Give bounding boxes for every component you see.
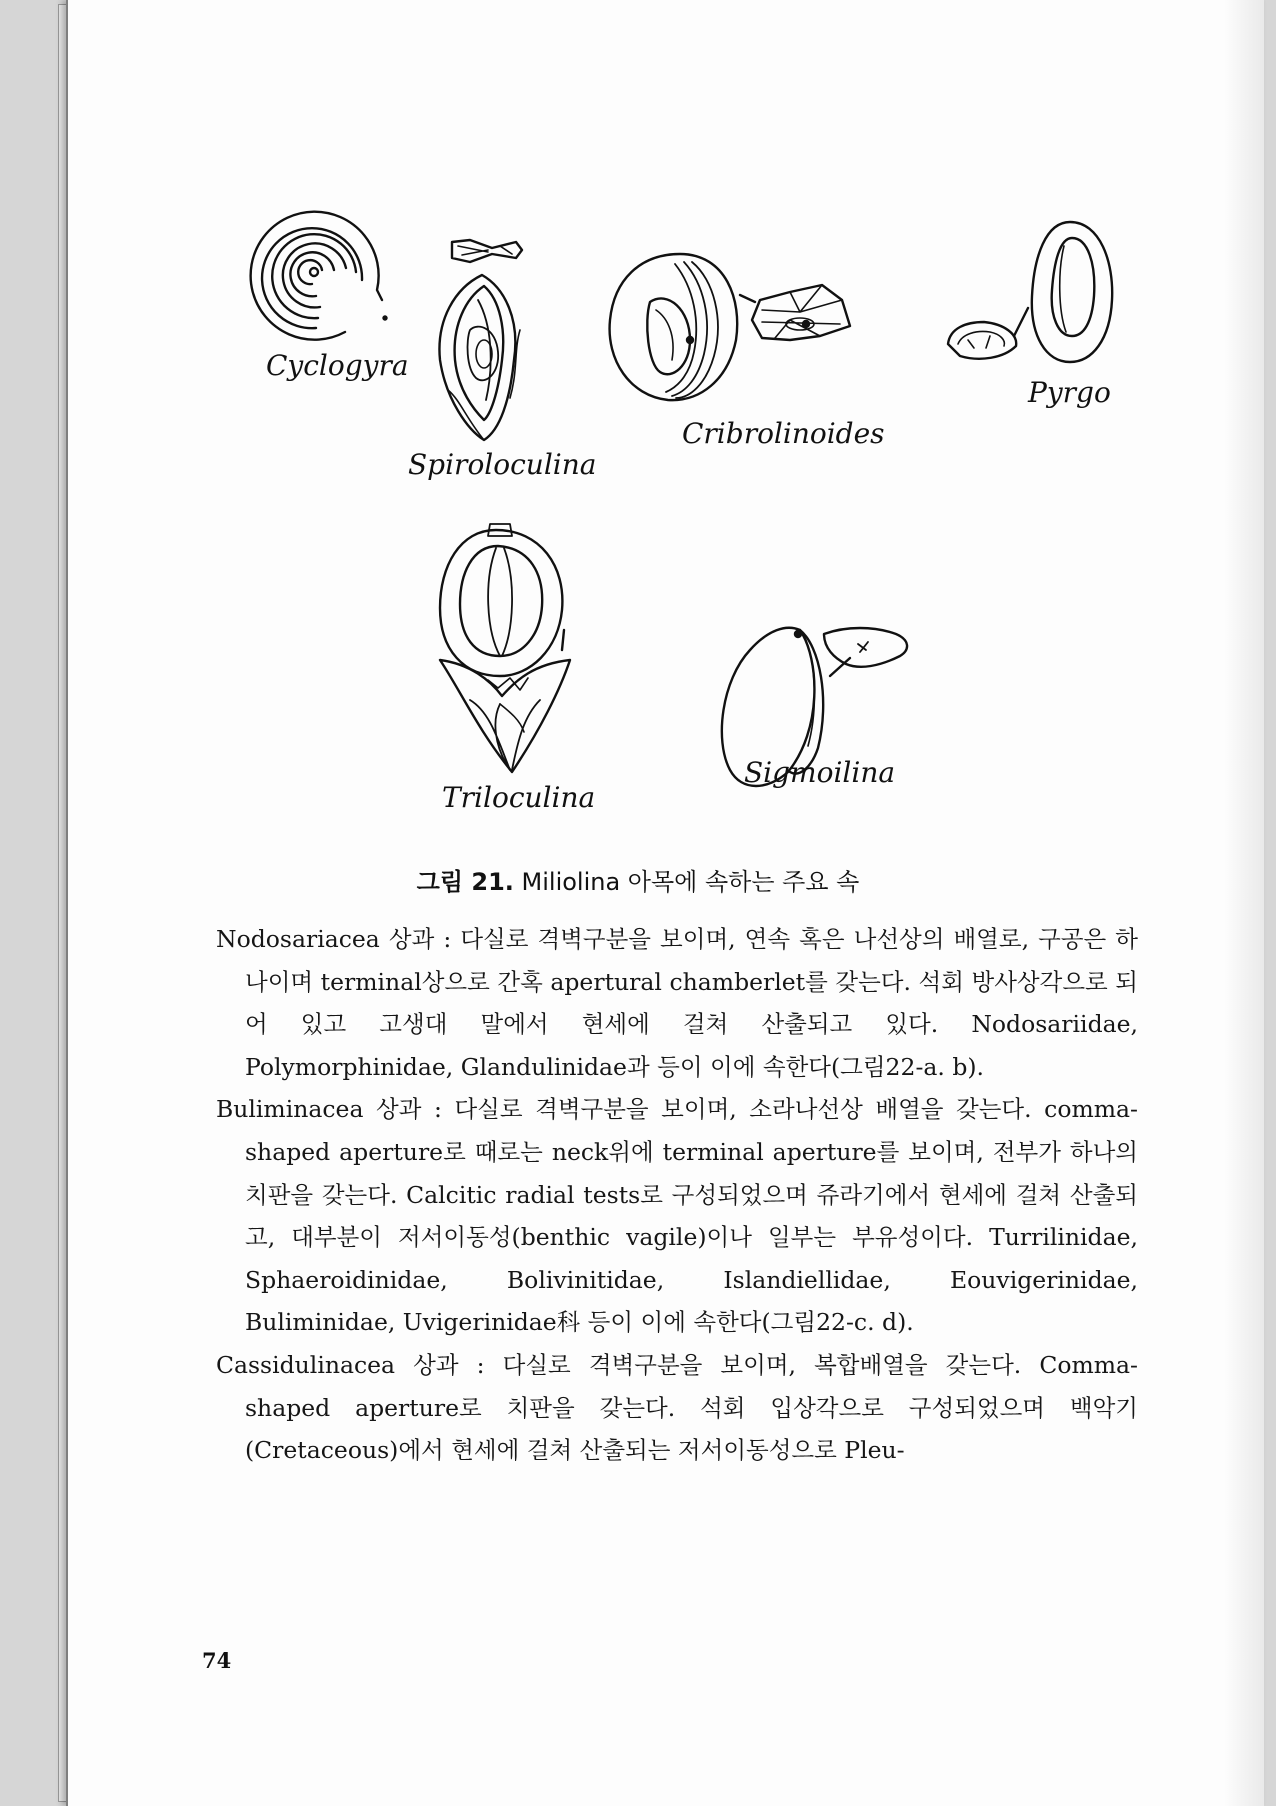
figure-caption-number: 그림 21. <box>416 868 514 896</box>
entry-buliminacea <box>216 1088 1138 1344</box>
entry-term: Nodosariacea <box>216 925 380 953</box>
body-text <box>216 918 1138 1472</box>
label-cyclogyra: Cyclogyra <box>266 349 409 382</box>
cyclogyra-drawing <box>251 212 387 340</box>
page-number: 74 <box>202 1648 232 1673</box>
entry-term: Cassidulinacea <box>216 1350 396 1379</box>
label-cribrolinoides: Cribrolinoides <box>682 417 885 450</box>
triloculina-drawing <box>440 524 570 772</box>
entry-nodosariacea <box>216 918 1138 1088</box>
label-spiroloculina: Spiroloculina <box>408 448 597 481</box>
cribrolinoides-drawing <box>610 254 850 400</box>
entry-cassidulinacea <box>216 1344 1138 1472</box>
entry-text: 상과 : 다실로 격벽구분을 보이며, 복합배열을 갖는다. Comma-shaped aperture로 치판을 갖는다. 석회 입상각으로 구성되었으며 백악기(Cretaceous)에서 현세에 걸쳐 산출되는 저서이동성으로 Pleu- <box>245 1350 1138 1465</box>
foraminifera-figure <box>0 0 1276 820</box>
entry-term: Buliminacea <box>216 1095 364 1124</box>
figure-caption <box>0 862 1276 897</box>
pyrgo-drawing <box>948 222 1112 362</box>
spiroloculina-drawing <box>439 240 522 440</box>
entry-text: 상과 : 다실로 격벽구분을 보이며, 소라나선상 배열을 갖는다. comma-shaped aperture로 때로는 neck위에 terminal aperture를 보이며, 전부가 하나의 치판을 갖는다. Calcitic radial tests로 구성되었으며 쥬라기에서 현세에 걸쳐 산출되고, 대부분이 저서이동성(benthic vagile)이나 일부는 부유성이다. Turrilinidae, Sphaeroidinidae, Bolivinitidae, Islandiellidae, Eouvigerinidae, Buliminidae, Uvigerinidae科 등이 이에 속한다(그림22-c. d). <box>245 1095 1138 1337</box>
entry-text: 상과 : 다실로 격벽구분을 보이며, 연속 혹은 나선상의 배열로, 구공은 하나이며 terminal상으로 간혹 apertural chamberlet를 갖는다. 석회 방사상각으로 되어 있고 고생대 말에서 현세에 걸쳐 산출되고 있다. Nodosariidae, Polymorphinidae, Glandulinidae과 등이 이에 속한다(그림22-a. b). <box>245 925 1138 1081</box>
label-triloculina: Triloculina <box>442 781 596 814</box>
label-pyrgo: Pyrgo <box>1028 376 1111 409</box>
label-sigmoilina: Sigmoilina <box>744 756 896 789</box>
figure-caption-text: Miliolina 아목에 속하는 주요 속 <box>521 868 860 896</box>
